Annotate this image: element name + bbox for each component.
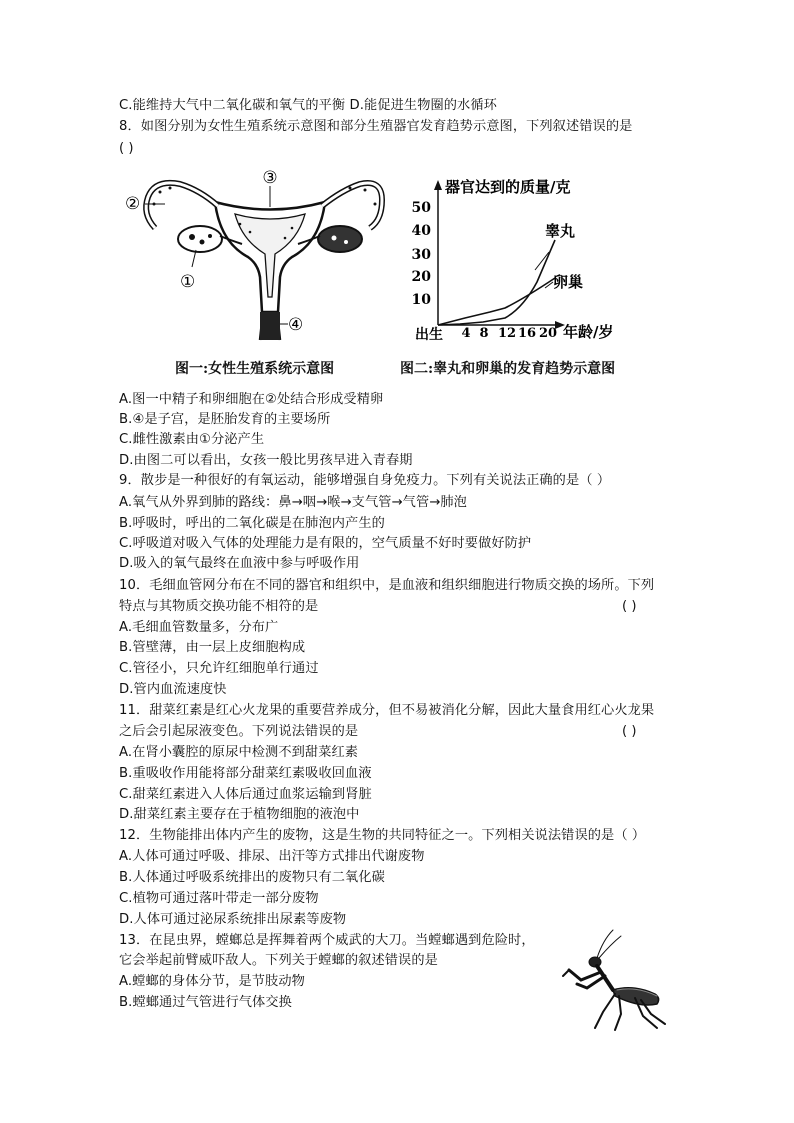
y-tick: 20 [411, 269, 431, 285]
q9-stem: 9．散步是一种很好的有氧运动，能够增强自身免疫力。下列有关说法正确的是（ ） [119, 473, 611, 488]
q12-option-d: D.人体可通过泌尿系统排出尿素等废物 [119, 912, 347, 927]
q8-option-d: D.由图二可以看出，女孩一般比男孩早进入青春期 [119, 453, 413, 468]
q8-option-a: A.图一中精子和卵细胞在②处结合形成受精卵 [119, 392, 384, 407]
y-tick: 40 [411, 223, 431, 239]
x-axis-label: 年龄/岁 [563, 323, 614, 341]
y-tick: 30 [411, 247, 431, 263]
q13-option-b: B.螳螂通过气管进行气体交换 [119, 995, 292, 1010]
q10-option-b: B.管壁薄，由一层上皮细胞构成 [119, 640, 306, 655]
label-1: ① [180, 272, 196, 292]
q10-option-a: A.毛细血管数量多，分布广 [119, 620, 279, 635]
q11-option-a: A.在肾小囊腔的原尿中检测不到甜菜红素 [119, 745, 359, 760]
figure2-caption: 图二:睾丸和卵巢的发育趋势示意图 [400, 361, 616, 377]
testis-curve [438, 240, 555, 325]
y-tick: 10 [411, 292, 431, 308]
q11-answer-bracket: ( ) [622, 724, 637, 739]
q12-option-c: C.植物可通过落叶带走一部分废物 [119, 891, 319, 906]
x-tick: 4 [461, 326, 471, 341]
q7-option-d: D.能促进生物圈的水循环 [349, 98, 497, 113]
q13-stem-line2: 它会举起前臂威吓敌人。下列关于螳螂的叙述错误的是 [119, 953, 438, 968]
q11-stem-line1: 11．甜菜红素是红心火龙果的重要营养成分，但不易被消化分解，因此大量食用红心火龙果 [119, 703, 655, 718]
q13-stem-line1: 13．在昆虫界，螳螂总是挥舞着两个威武的大刀。当螳螂遇到危险时， [119, 933, 535, 948]
testis-label: 睾丸 [545, 222, 576, 240]
x-origin-label: 出生 [415, 327, 443, 343]
mantis-illustration [555, 928, 670, 1033]
q7-option-c: C.能维持大气中二氧化碳和氧气的平衡 [119, 98, 346, 113]
q13-option-a: A.螳螂的身体分节，是节肢动物 [119, 974, 305, 989]
label-4: ④ [288, 315, 304, 335]
y-axis-label: 器官达到的质量/克 [445, 178, 571, 196]
q10-stem-line2: 特点与其物质交换功能不相符的是 [119, 599, 319, 614]
q10-answer-bracket: ( ) [622, 599, 637, 614]
q12-option-a: A.人体可通过呼吸、排尿、出汗等方式排出代谢废物 [119, 849, 425, 864]
q7-options-cd [119, 97, 497, 115]
x-tick: 20 [538, 326, 558, 341]
ovary-curve [438, 278, 555, 325]
x-tick: 16 [517, 326, 537, 341]
q8-option-b: B.④是子宫，是胚胎发育的主要场所 [119, 412, 331, 427]
q9-option-b: B.呼吸时，呼出的二氧化碳是在肺泡内产生的 [119, 516, 385, 531]
x-tick: 12 [497, 326, 517, 341]
ovary-label: 卵巢 [553, 273, 584, 291]
q11-stem-line2: 之后会引起尿液变色。下列说法错误的是 [119, 724, 359, 739]
q10-option-c: C.管径小，只允许红细胞单行通过 [119, 661, 319, 676]
q9-option-d: D.吸入的氧气最终在血液中参与呼吸作用 [119, 556, 360, 571]
q11-option-c: C.甜菜红素进入人体后通过血浆运输到肾脏 [119, 787, 372, 802]
q10-option-d: D.管内血流速度快 [119, 682, 227, 697]
figure1-reproductive-diagram [120, 162, 390, 347]
label-3: ③ [262, 168, 278, 188]
figure2-development-chart [405, 170, 660, 345]
figure1-caption: 图一:女性生殖系统示意图 [175, 361, 335, 377]
q10-stem-line1: 10．毛细血管网分布在不同的器官和组织中，是血液和组织细胞进行物质交换的场所。下列 [119, 578, 655, 593]
q8-option-c: C.雌性激素由①分泌产生 [119, 432, 265, 447]
q8-stem: 8．如图分别为女性生殖系统示意图和部分生殖器官发育趋势示意图，下列叙述错误的是 [119, 119, 633, 134]
q11-option-d: D.甜菜红素主要存在于植物细胞的液泡中 [119, 807, 360, 822]
label-2: ② [125, 194, 141, 214]
x-tick: 8 [479, 326, 489, 341]
q9-option-a: A.氧气从外界到肺的路线：鼻→咽→喉→支气管→气管→肺泡 [119, 495, 467, 510]
q9-option-c: C.呼吸道对吸入气体的处理能力是有限的，空气质量不好时要做好防护 [119, 536, 532, 551]
q8-answer-bracket: ( ) [119, 141, 134, 156]
q12-stem: 12．生物能排出体内产生的废物，这是生物的共同特征之一。下列相关说法错误的是（ ） [119, 828, 646, 843]
y-tick: 50 [411, 200, 431, 216]
q11-option-b: B.重吸收作用能将部分甜菜红素吸收回血液 [119, 766, 372, 781]
q12-option-b: B.人体通过呼吸系统排出的废物只有二氧化碳 [119, 870, 385, 885]
